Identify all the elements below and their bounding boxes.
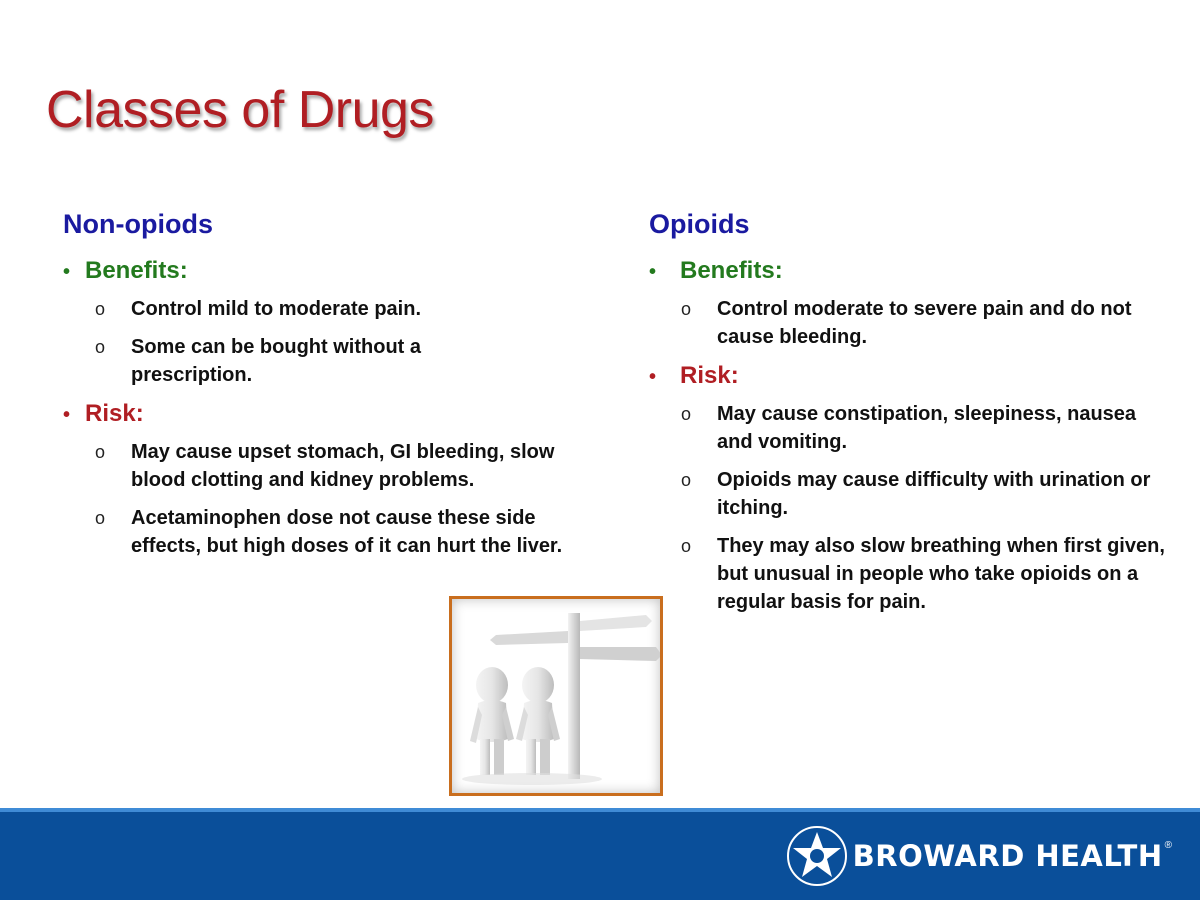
footer-band: [0, 808, 1200, 900]
slide-title: Classes of Drugs: [46, 81, 434, 139]
benefits-label: Benefits:: [85, 257, 188, 284]
list-item: [63, 438, 608, 494]
list-item-text: Control moderate to severe pain and do not cause bleeding.: [717, 298, 1132, 348]
logo-text: BROWARD HEALTH: [852, 839, 1163, 873]
column-heading-non-opioids: Non-opiods: [63, 209, 213, 239]
sub-bullet-icon: o: [681, 470, 692, 490]
sub-bullet-icon: o: [95, 299, 106, 319]
risk-heading: [63, 399, 608, 430]
registered-mark: ®: [1164, 840, 1172, 851]
broward-health-star-logo: [787, 826, 847, 886]
bullet-icon: •: [63, 404, 71, 426]
sub-bullet-icon: o: [681, 404, 692, 424]
bullet-icon: •: [649, 366, 657, 388]
list-item: [63, 504, 608, 560]
opioids-risk-section: [649, 361, 1169, 616]
non-opioids-risk-section: [63, 399, 608, 560]
list-item: [649, 400, 1169, 456]
benefits-list: [63, 295, 608, 389]
non-opioids-column: [63, 206, 608, 570]
list-item-text: Acetaminophen dose not cause these side effects, but high doses of it can hurt the liver.: [131, 507, 563, 557]
list-item: [63, 295, 608, 323]
bullet-icon: •: [649, 261, 657, 283]
signpost-illustration-frame: [449, 596, 663, 796]
benefits-label: Benefits:: [680, 257, 783, 284]
benefits-heading: [649, 256, 1169, 287]
benefits-heading: [63, 256, 608, 287]
risk-label: Risk:: [680, 362, 739, 389]
sub-bullet-icon: o: [681, 299, 692, 319]
list-item: [649, 532, 1169, 616]
risk-heading: [649, 361, 1169, 392]
benefits-list: [649, 295, 1169, 351]
risk-label: Risk:: [85, 400, 144, 427]
column-heading-opioids: Opioids: [649, 209, 750, 239]
risk-list: [63, 438, 608, 560]
list-item-text: They may also slow breathing when first given, but unusual in people who take opioids on a regular basis for pain.: [717, 535, 1165, 613]
sub-bullet-icon: o: [95, 442, 106, 462]
non-opioids-benefits-section: [63, 256, 608, 389]
sub-bullet-icon: o: [95, 337, 106, 357]
list-item: [63, 333, 608, 389]
list-item: [649, 295, 1169, 351]
list-item-text: Control mild to moderate pain.: [131, 298, 422, 320]
sub-bullet-icon: o: [95, 508, 106, 528]
list-item-text: May cause constipation, sleepiness, nausea and vomiting.: [717, 403, 1137, 453]
two-figures-signpost-image: [452, 599, 660, 793]
risk-list: [649, 400, 1169, 616]
opioids-column: [649, 206, 1169, 626]
list-item-text: Opioids may cause difficulty with urination or itching.: [717, 469, 1151, 519]
list-item-text: Some can be bought without a prescription.: [131, 336, 421, 386]
bullet-icon: •: [63, 261, 71, 283]
list-item: [649, 466, 1169, 522]
sub-bullet-icon: o: [681, 536, 692, 556]
opioids-benefits-section: [649, 256, 1169, 351]
broward-health-logo: [787, 826, 1172, 886]
list-item-text: May cause upset stomach, GI bleeding, slow blood clotting and kidney problems.: [131, 441, 555, 491]
